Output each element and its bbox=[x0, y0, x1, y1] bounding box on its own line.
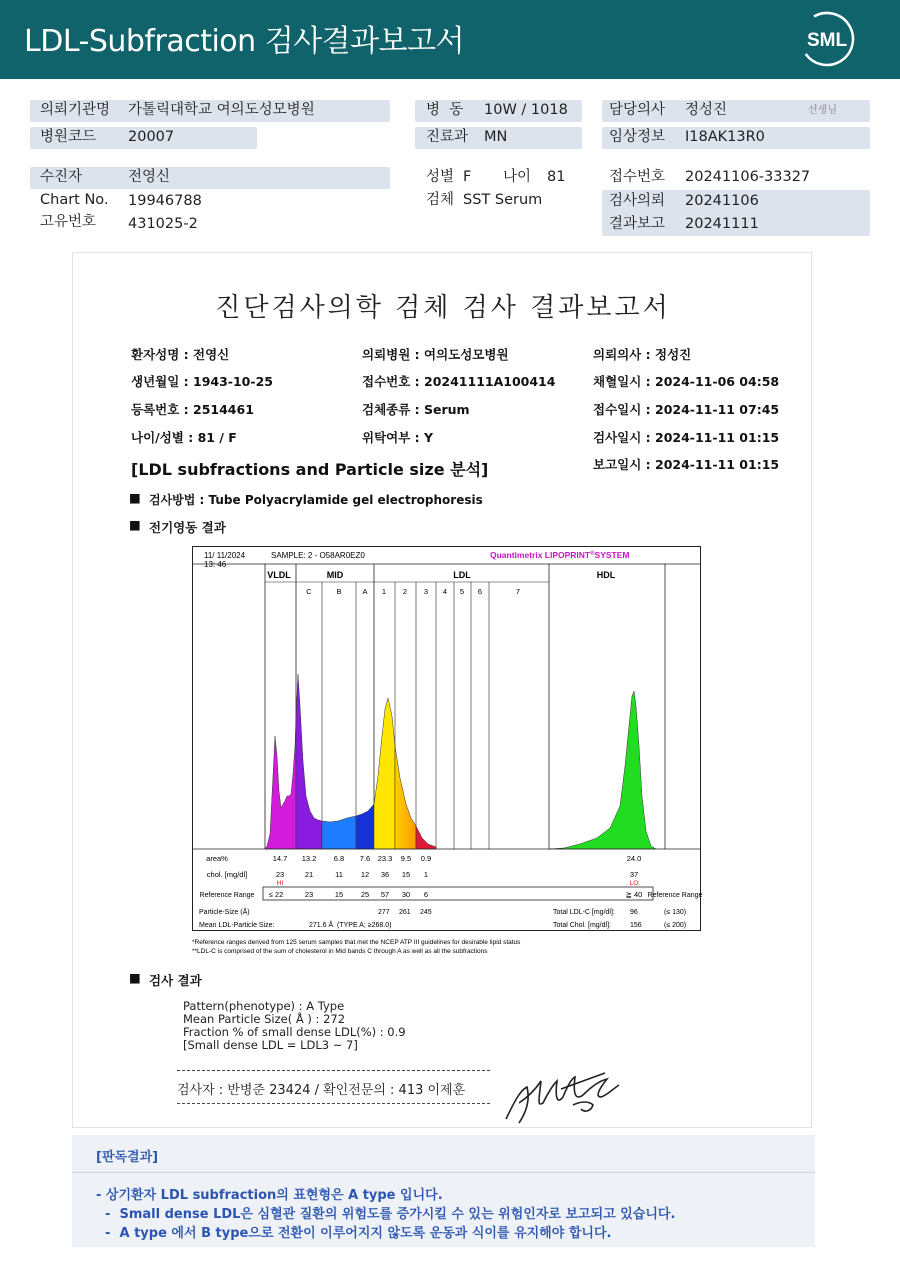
area-value: 9.5 bbox=[400, 854, 412, 863]
area-value: 13.2 bbox=[301, 854, 317, 863]
receipt-value: 20241106-33327 bbox=[685, 169, 811, 185]
chart-label: Chart No. bbox=[40, 192, 109, 208]
area-value: 24.0 bbox=[626, 854, 642, 863]
area-value: 7.6 bbox=[359, 854, 371, 863]
scanned-report bbox=[72, 252, 812, 1128]
hospital-label: 의뢰기관명 bbox=[40, 102, 111, 118]
chol-value: 11 bbox=[335, 870, 343, 879]
band-label: B bbox=[336, 587, 342, 596]
method-text: 검사방법 : Tube Polyacrylamide gel electrophoresis bbox=[149, 493, 483, 507]
chol-value: 12 bbox=[360, 870, 370, 879]
report-field: 환자성명 : 전영신 bbox=[131, 347, 230, 362]
group-label-ldl: LDL bbox=[453, 570, 471, 580]
doctor-value: 정성진 bbox=[685, 102, 728, 118]
group-label-hdl: HDL bbox=[596, 570, 616, 580]
band-label: 6 bbox=[477, 587, 483, 596]
sex-value: F bbox=[463, 169, 472, 185]
ref-value: 30 bbox=[401, 890, 411, 899]
request-value: 20241106 bbox=[685, 193, 759, 209]
band-label: C bbox=[306, 587, 312, 596]
row-label-area: area% bbox=[206, 854, 228, 863]
report-field: 접수일시 : 2024-11-11 07:45 bbox=[593, 402, 780, 417]
ref-value: 25 bbox=[360, 890, 370, 899]
dashed-divider bbox=[177, 1103, 490, 1104]
mean-value: 271.6 Å bbox=[309, 922, 334, 929]
result-line: Mean Particle Size( Å ) : 272 bbox=[183, 1012, 346, 1026]
lo-flag: LO bbox=[629, 880, 639, 887]
chart-value: 19946788 bbox=[128, 193, 202, 209]
chol-value: 21 bbox=[304, 870, 314, 879]
panel-divider bbox=[72, 1172, 815, 1173]
total-ldl-label: Total LDL-C [mg/dl]: bbox=[553, 909, 615, 916]
band-label: 7 bbox=[515, 587, 521, 596]
report-field: 등록번호 : 2514461 bbox=[131, 402, 254, 417]
particle-value: 245 bbox=[420, 909, 432, 916]
code-value: 20007 bbox=[128, 129, 175, 145]
band-label: 5 bbox=[459, 587, 465, 596]
age-label: 나이 bbox=[503, 169, 532, 185]
specimen-label: 검체 bbox=[426, 192, 455, 208]
mean-label: Mean LDL-Particle Size: bbox=[199, 922, 275, 929]
result-line: Pattern(phenotype) : A Type bbox=[183, 999, 345, 1013]
ref-value: 57 bbox=[380, 890, 390, 899]
report-field: 생년월일 : 1943-10-25 bbox=[131, 374, 273, 389]
hospital-value: 가톨릭대학교 여의도성모병원 bbox=[128, 102, 315, 118]
report-field: 접수번호 : 20241111A100414 bbox=[362, 374, 556, 389]
report-field: 검체종류 : Serum bbox=[362, 402, 470, 417]
particle-label: Particle-Size (Å) bbox=[199, 909, 250, 916]
inspector-line: 검사자 : 반병준 23424 / 확인전문의 : 413 이제훈 bbox=[177, 1083, 466, 1098]
ref-value: ≧ 40 bbox=[625, 890, 643, 899]
row-label-ref: Reference Range bbox=[199, 892, 255, 899]
label-bg bbox=[30, 167, 390, 189]
ref-value: 6 bbox=[423, 890, 429, 899]
unique-value: 431025-2 bbox=[128, 216, 198, 232]
ward-label: 병 동 bbox=[426, 102, 464, 118]
band-label: 1 bbox=[381, 587, 387, 596]
logo-text: SML bbox=[806, 30, 848, 51]
band-label: 3 bbox=[423, 587, 429, 596]
interpretation-heading: [판독결과] bbox=[96, 1150, 159, 1165]
electrophoresis-chart bbox=[192, 546, 708, 956]
ref-value: ≤ 22 bbox=[268, 890, 284, 899]
age-value: 81 bbox=[547, 169, 566, 185]
bullet-icon: ■ bbox=[129, 490, 141, 505]
band-label: A bbox=[362, 587, 368, 596]
chart-note: **LDL-C is comprised of the sum of cholesterol in Mid bands C through A as well as all the subfractions bbox=[192, 948, 488, 955]
area-value: 6.8 bbox=[333, 854, 345, 863]
report-field: 의뢰의사 : 정성진 bbox=[593, 347, 692, 362]
clinical-label: 임상정보 bbox=[609, 129, 666, 145]
hi-flag: HI bbox=[276, 880, 284, 887]
report-field: 위탁여부 : Y bbox=[362, 430, 434, 445]
area-value: 14.7 bbox=[272, 854, 288, 863]
receipt-label: 접수번호 bbox=[609, 169, 666, 185]
report-title: 진단검사의학 검체 검사 결과보고서 bbox=[215, 293, 671, 323]
dept-value: MN bbox=[484, 129, 508, 145]
group-label-mid: MID bbox=[326, 570, 344, 580]
interpretation-line: - 상기환자 LDL subfraction의 표현형은 A type 입니다. bbox=[96, 1188, 443, 1203]
sml-logo bbox=[798, 10, 856, 68]
ref-right-label: Reference Range bbox=[647, 892, 703, 899]
chart-frame bbox=[193, 547, 701, 931]
band-label: 2 bbox=[402, 587, 408, 596]
system-name: Quantimetrix LIPOPRINT bbox=[490, 550, 591, 560]
total-chol-ref: (≤ 200) bbox=[664, 922, 687, 929]
page-header bbox=[0, 0, 900, 79]
patient-label: 수진자 bbox=[40, 169, 83, 185]
ref-value: 15 bbox=[334, 890, 344, 899]
result-line: [Small dense LDL = LDL3 ~ 7] bbox=[183, 1038, 358, 1052]
doctor-label: 담당의사 bbox=[609, 102, 666, 118]
report-field: 채혈일시 : 2024-11-06 04:58 bbox=[593, 374, 780, 389]
sex-label: 성별 bbox=[426, 169, 455, 185]
chol-value: 37 bbox=[629, 870, 639, 879]
area-value: 0.9 bbox=[420, 854, 432, 863]
specimen-value: SST Serum bbox=[463, 192, 543, 208]
dept-label: 진료과 bbox=[426, 129, 469, 145]
system-mark: ® bbox=[590, 551, 595, 557]
report-field: 의뢰병원 : 여의도성모병원 bbox=[362, 347, 509, 362]
section-title: [LDL subfractions and Particle size 분석] bbox=[131, 460, 489, 479]
ref-value: 23 bbox=[304, 890, 314, 899]
dashed-divider bbox=[177, 1070, 490, 1071]
chol-value: 15 bbox=[401, 870, 411, 879]
bullet-icon: ■ bbox=[129, 517, 141, 532]
report-field: 검사일시 : 2024-11-11 01:15 bbox=[593, 430, 780, 445]
total-chol-label: Total Chol. [mg/dl]: bbox=[553, 922, 611, 929]
unique-label: 고유번호 bbox=[40, 214, 97, 230]
result-value: 20241111 bbox=[685, 216, 759, 232]
system-suffix: SYSTEM bbox=[594, 550, 630, 560]
doctor-suffix: 선생님 bbox=[808, 105, 837, 116]
ward-value: 10W / 1018 bbox=[484, 102, 568, 118]
report-field: 나이/성별 : 81 / F bbox=[131, 430, 237, 445]
row-label-chol: chol. [mg/dl] bbox=[206, 870, 248, 879]
code-label: 병원코드 bbox=[40, 129, 97, 145]
total-ldl-ref: (≤ 130) bbox=[664, 909, 687, 916]
chart-sample: SAMPLE: 2 - O58AR0EZ0 bbox=[271, 551, 365, 560]
result-label: 결과보고 bbox=[609, 216, 666, 232]
mean-type: (TYPE A; ≥268.0) bbox=[337, 922, 392, 929]
total-chol-value: 156 bbox=[630, 922, 642, 929]
interpretation-panel bbox=[72, 1135, 815, 1247]
area-value: 23.3 bbox=[377, 854, 393, 863]
page-title: LDL-Subfraction 검사결과보고서 bbox=[24, 24, 465, 59]
result-line: Fraction % of small dense LDL(%) : 0.9 bbox=[183, 1025, 406, 1039]
interpretation-line: - Small dense LDL은 심혈관 질환의 위험도를 증가시킬 수 있는 위험인자로 보고되고 있습니다. bbox=[96, 1207, 676, 1222]
total-ldl-value: 96 bbox=[630, 909, 638, 916]
group-label-vldl: VLDL bbox=[267, 570, 291, 580]
patient-value: 전영신 bbox=[128, 169, 171, 185]
interpretation-line: - A type 에서 B type으로 전환이 이루어지지 않도록 운동과 식이를 유지해야 합니다. bbox=[96, 1226, 612, 1241]
chart-time: 13: 46 bbox=[204, 560, 227, 569]
chart-note: *Reference ranges derived from 125 serum samples that met the NCEP ATP III guidelines for desirable lipid status bbox=[192, 939, 521, 946]
particle-value: 277 bbox=[378, 909, 390, 916]
band-label: 4 bbox=[442, 587, 448, 596]
chart-date: 11/ 11/2024 bbox=[204, 551, 246, 560]
chol-value: 1 bbox=[423, 870, 429, 879]
chol-value: 36 bbox=[380, 870, 390, 879]
clinical-value: I18AK13R0 bbox=[685, 129, 765, 145]
electro-heading: 전기영동 결과 bbox=[149, 520, 226, 535]
particle-value: 261 bbox=[399, 909, 411, 916]
bullet-icon: ■ bbox=[129, 970, 141, 985]
signature-image bbox=[501, 1067, 627, 1125]
request-label: 검사의뢰 bbox=[609, 193, 666, 209]
chol-value: 23 bbox=[275, 870, 285, 879]
result-heading: 검사 결과 bbox=[149, 973, 202, 988]
report-field: 보고일시 : 2024-11-11 01:15 bbox=[593, 457, 780, 472]
chart-system bbox=[490, 550, 630, 560]
